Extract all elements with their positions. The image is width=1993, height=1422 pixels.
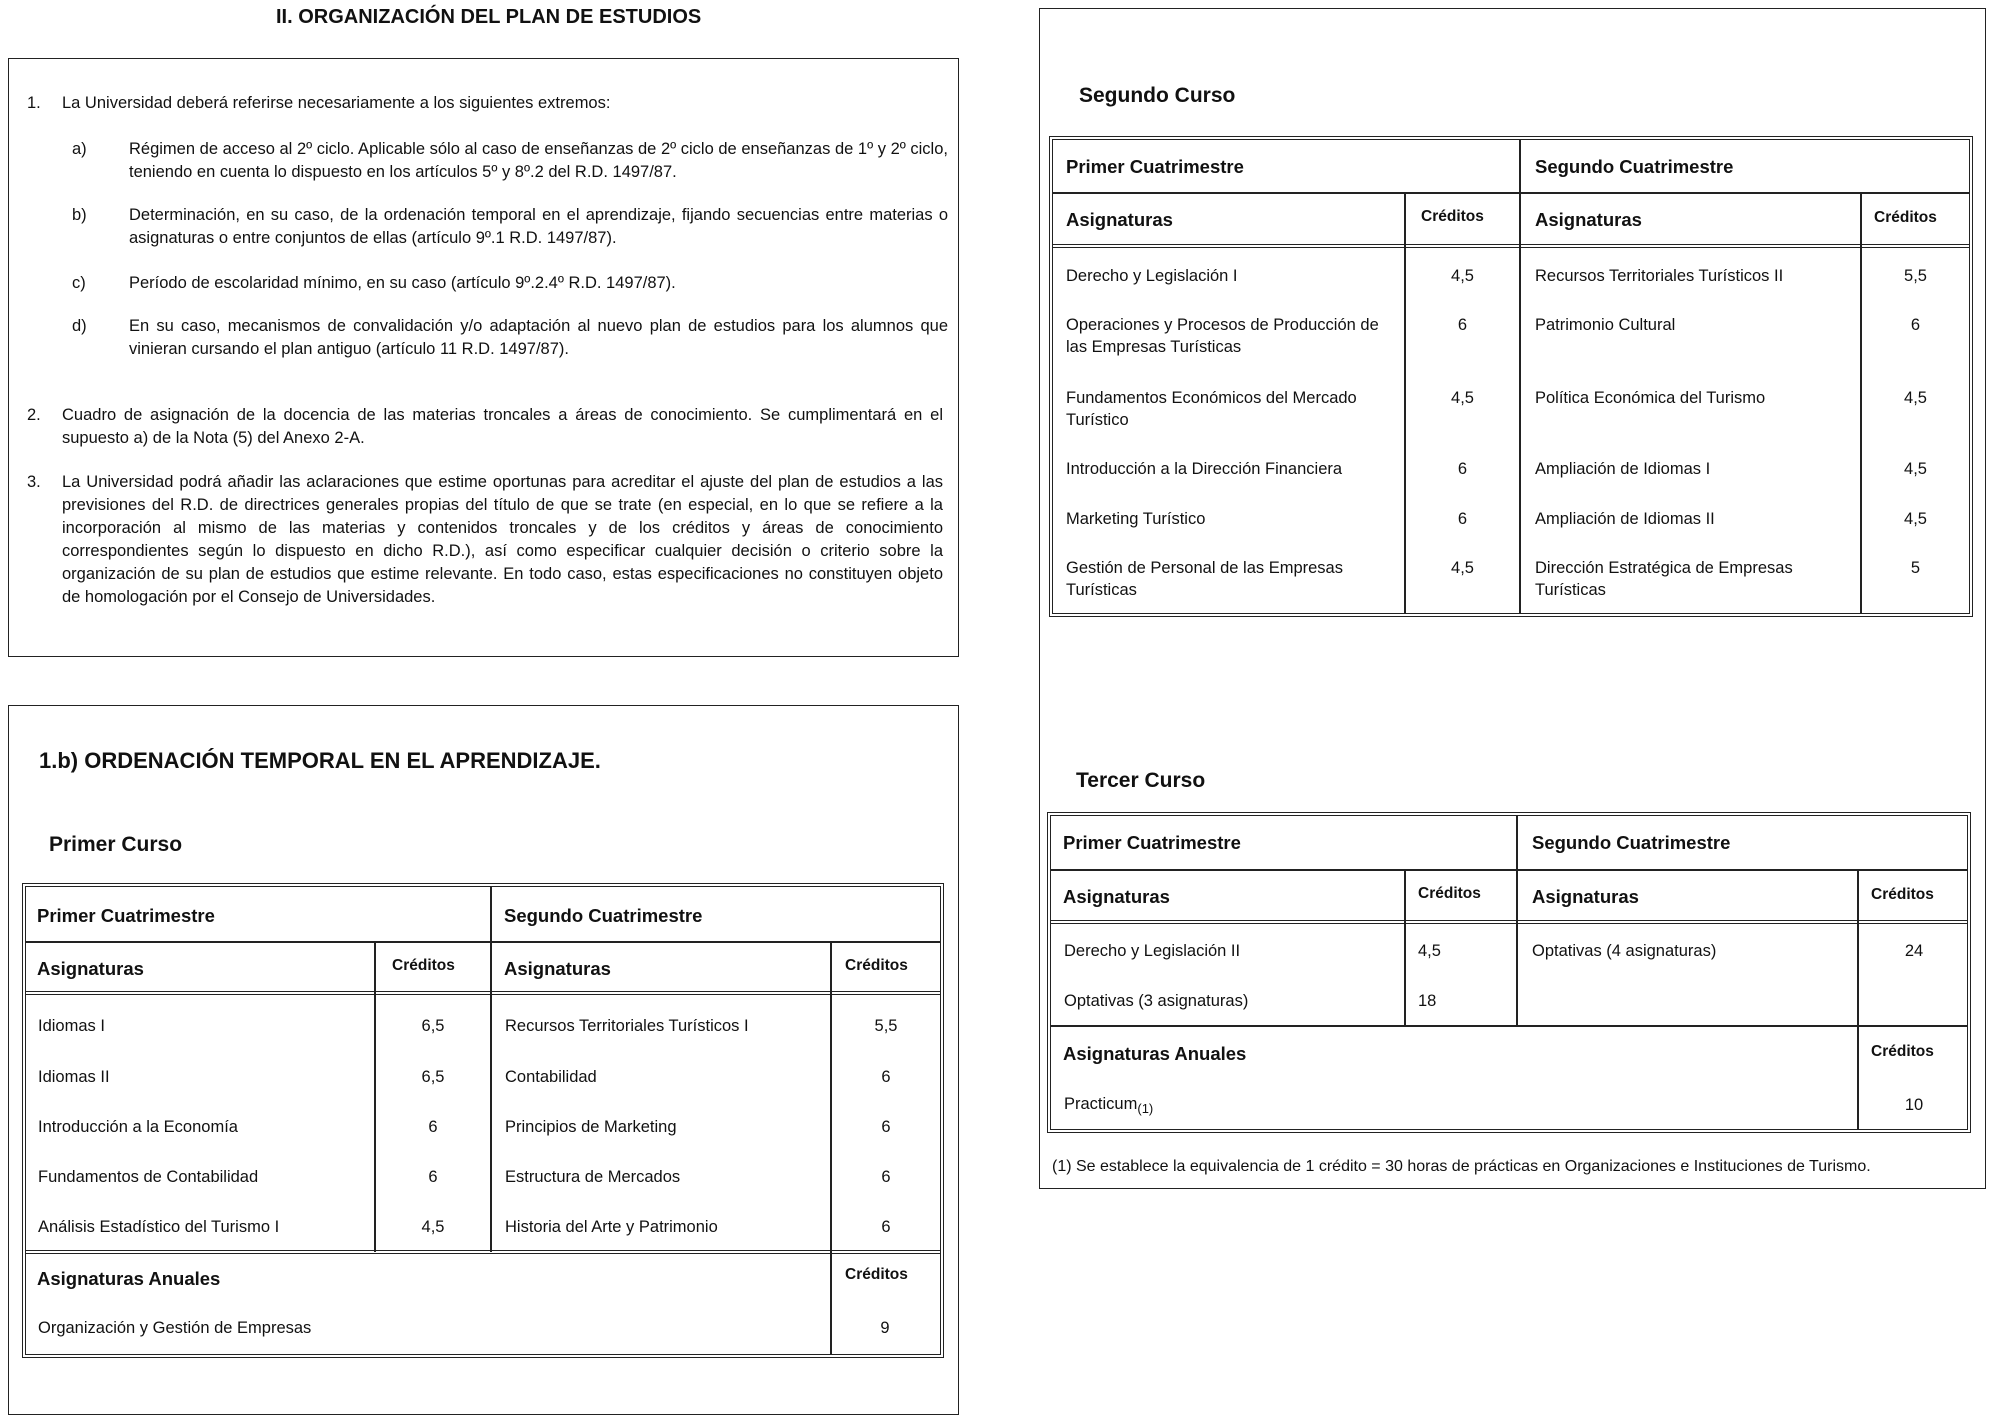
section-1b-title: 1.b) ORDENACIÓN TEMPORAL EN EL APRENDIZAJE. (39, 748, 601, 773)
table-rule (1516, 816, 1518, 1026)
subitem-text: Determinación, en su caso, de la ordenación temporal en el aprendizaje, fijando secuencias entre materias o asignaturas o entre conjuntos de ellas (artículo 9º.1 R.D. 1497/87). (129, 206, 948, 247)
subject-credits: 4,5 (1904, 389, 1927, 407)
annual-subject: Organización y Gestión de Empresas (38, 1319, 312, 1337)
subject-name: Recursos Territoriales Turísticos II (1535, 267, 1784, 285)
subject-credits: 6 (1457, 316, 1468, 334)
asignaturas-header: Asignaturas (1063, 886, 1170, 907)
subject-name: Derecho y Legislación II (1064, 942, 1241, 960)
subject-name: Análisis Estadístico del Turismo I (38, 1218, 280, 1236)
table-rule (374, 943, 376, 1252)
subject-name: Fundamentos Económicos del Mercado Turístico (1066, 389, 1357, 429)
item-number: 3. (27, 473, 41, 491)
segundo-cuatrimestre-header: Segundo Cuatrimestre (1532, 832, 1731, 853)
creditos-header: Créditos (845, 1266, 908, 1283)
subject-credits: 6 (881, 1068, 891, 1086)
subject-name: Estructura de Mercados (505, 1168, 681, 1186)
table-rule (1857, 871, 1859, 1129)
subject-name: Idiomas II (38, 1068, 110, 1086)
segundo-cuatrimestre-header: Segundo Cuatrimestre (504, 905, 703, 926)
subject-name: Optativas (3 asignaturas) (1064, 992, 1249, 1010)
subject-name: Ampliación de Idiomas I (1535, 460, 1711, 478)
creditos-header: Créditos (1418, 885, 1481, 902)
asignaturas-anuales-header: Asignaturas Anuales (37, 1268, 221, 1289)
subitem-text: Período de escolaridad mínimo, en su caso (artículo 9º.2.4º R.D. 1497/87). (129, 274, 676, 292)
subject-credits: 6 (1457, 460, 1468, 478)
tercer-curso-table (1047, 812, 1971, 1133)
asignaturas-header: Asignaturas (1532, 886, 1639, 907)
creditos-header: Créditos (1874, 209, 1937, 226)
table-rule (26, 991, 940, 995)
subject-credits: 5 (1910, 559, 1921, 577)
subject-name: Idiomas I (38, 1017, 105, 1035)
subject-credits: 5,5 (1904, 267, 1927, 285)
subject-credits: 6 (881, 1118, 891, 1136)
item-number: 1. (27, 94, 41, 112)
primer-cuatrimestre-header: Primer Cuatrimestre (1066, 156, 1244, 177)
annual-credits: 10 (1904, 1096, 1924, 1114)
item-text: La Universidad deberá referirse necesariamente a los siguientes extremos: (62, 94, 611, 112)
subject-credits: 6 (428, 1168, 438, 1186)
subject-credits: 24 (1904, 942, 1924, 960)
subject-name: Fundamentos de Contabilidad (38, 1168, 259, 1186)
subject-name: Dirección Estratégica de Empresas Turísticas (1535, 559, 1793, 599)
footnote-ref: (1) (1137, 1101, 1154, 1116)
asignaturas-header: Asignaturas (1066, 209, 1173, 230)
subject-credits: 6 (1457, 510, 1468, 528)
subject-credits: 6,5 (421, 1017, 445, 1035)
subitem-letter: b) (72, 206, 87, 224)
annual-subject (1064, 1093, 1153, 1120)
subject-name: Historia del Arte y Patrimonio (505, 1218, 718, 1236)
subject-name: Recursos Territoriales Turísticos I (505, 1017, 749, 1035)
table-rule (830, 943, 832, 1354)
subitem-letter: a) (72, 140, 87, 158)
subitem-text: Régimen de acceso al 2º ciclo. Aplicable sólo al caso de enseñanzas de 2º ciclo de enseñanzas de 1º y 2º ciclo, teniendo en cuenta lo dispuesto en los artículos 5º y 8º.2 del R.D. 1497/87. (129, 140, 948, 181)
table-rule (1051, 920, 1967, 924)
subject-credits: 4,5 (1451, 389, 1474, 407)
subject-name: Gestión de Personal de las Empresas Turísticas (1066, 559, 1343, 599)
creditos-header: Créditos (392, 957, 455, 974)
subject-name: Patrimonio Cultural (1535, 316, 1676, 334)
subject-name: Principios de Marketing (505, 1118, 677, 1136)
subject-credits: 6,5 (421, 1068, 445, 1086)
asignaturas-header: Asignaturas (1535, 209, 1642, 230)
subject-name: Contabilidad (505, 1068, 597, 1086)
asignaturas-header: Asignaturas (504, 958, 611, 979)
subject-name: Derecho y Legislación I (1066, 267, 1238, 285)
subject-credits: 4,5 (1451, 267, 1474, 285)
subject-credits: 4,5 (421, 1218, 445, 1236)
subject-credits: 6 (428, 1118, 438, 1136)
subject-name: Política Económica del Turismo (1535, 389, 1766, 407)
subject-credits: 5,5 (874, 1017, 898, 1035)
table-rule (1519, 140, 1521, 613)
table-rule (1053, 244, 1969, 248)
creditos-header: Créditos (1871, 886, 1934, 903)
creditos-header: Créditos (1421, 208, 1484, 225)
annual-subject-name: Practicum (1064, 1095, 1138, 1113)
creditos-header: Créditos (1871, 1043, 1934, 1060)
table-rule (26, 1250, 940, 1254)
subject-name: Operaciones y Procesos de Producción de las Empresas Turísticas (1066, 316, 1379, 356)
tercer-curso-title: Tercer Curso (1076, 769, 1206, 792)
item-text: Cuadro de asignación de la docencia de las materias troncales a áreas de conocimiento. Se cumplimentará en el supuesto a) de la Nota (5) del Anexo 2-A. (62, 406, 943, 447)
subitem-text: En su caso, mecanismos de convalidación y/o adaptación al nuevo plan de estudios para los alumnos que vinieran cursando el plan antiguo (artículo 11 R.D. 1497/87). (129, 317, 948, 358)
subitem-letter: d) (72, 317, 87, 335)
footnote: (1) Se establece la equivalencia de 1 crédito = 30 horas de prácticas en Organizaciones e Instituciones de Turismo. (1052, 1158, 1871, 1175)
table-rule (1053, 192, 1969, 194)
primer-cuatrimestre-header: Primer Cuatrimestre (1063, 832, 1241, 853)
subject-credits: 6 (881, 1168, 891, 1186)
subject-credits: 4,5 (1451, 559, 1474, 577)
table-rule (26, 941, 940, 943)
subject-credits: 6 (1910, 316, 1921, 334)
subject-name: Marketing Turístico (1066, 510, 1206, 528)
asignaturas-anuales-header: Asignaturas Anuales (1063, 1043, 1247, 1064)
item-number: 2. (27, 406, 41, 424)
segundo-cuatrimestre-header: Segundo Cuatrimestre (1535, 156, 1734, 177)
subject-credits: 6 (881, 1218, 891, 1236)
subject-credits: 4,5 (1418, 942, 1441, 960)
subject-credits: 4,5 (1904, 460, 1927, 478)
asignaturas-header: Asignaturas (37, 958, 144, 979)
subject-credits: 18 (1418, 992, 1437, 1010)
subject-credits: 4,5 (1904, 510, 1927, 528)
table-rule (1051, 1025, 1967, 1027)
subject-name: Optativas (4 asignaturas) (1532, 942, 1717, 960)
item-text: La Universidad podrá añadir las aclaraciones que estime oportunas para acreditar el ajuste del plan de estudios a las previsiones del R.D. de directrices generales propias del título de que se trate (en especial, en lo que se refiere a la incorporación al mismo de las materias y contenidos troncales y de los créditos y áreas de conocimiento correspondientes según lo dispuesto en dicho R.D.), así como especificar cualquier decisión o criterio sobre la organización de su plan de estudios que estime relevante. En todo caso, estas especificaciones no constituyen objeto de homologación por el Consejo de Universidades. (62, 473, 943, 606)
subject-name: Ampliación de Idiomas II (1535, 510, 1715, 528)
section-title: II. ORGANIZACIÓN DEL PLAN DE ESTUDIOS (276, 6, 702, 28)
subitem-letter: c) (72, 274, 86, 292)
subject-name: Introducción a la Dirección Financiera (1066, 460, 1343, 478)
primer-cuatrimestre-header: Primer Cuatrimestre (37, 905, 215, 926)
annual-credits: 9 (880, 1319, 890, 1337)
segundo-curso-title: Segundo Curso (1079, 84, 1236, 107)
table-rule (490, 887, 492, 1252)
primer-curso-title: Primer Curso (49, 833, 183, 856)
table-rule (1051, 869, 1967, 871)
subject-name: Introducción a la Economía (38, 1118, 238, 1136)
table-rule (1404, 871, 1406, 1026)
creditos-header: Créditos (845, 957, 908, 974)
segundo-curso-table (1049, 136, 1973, 617)
